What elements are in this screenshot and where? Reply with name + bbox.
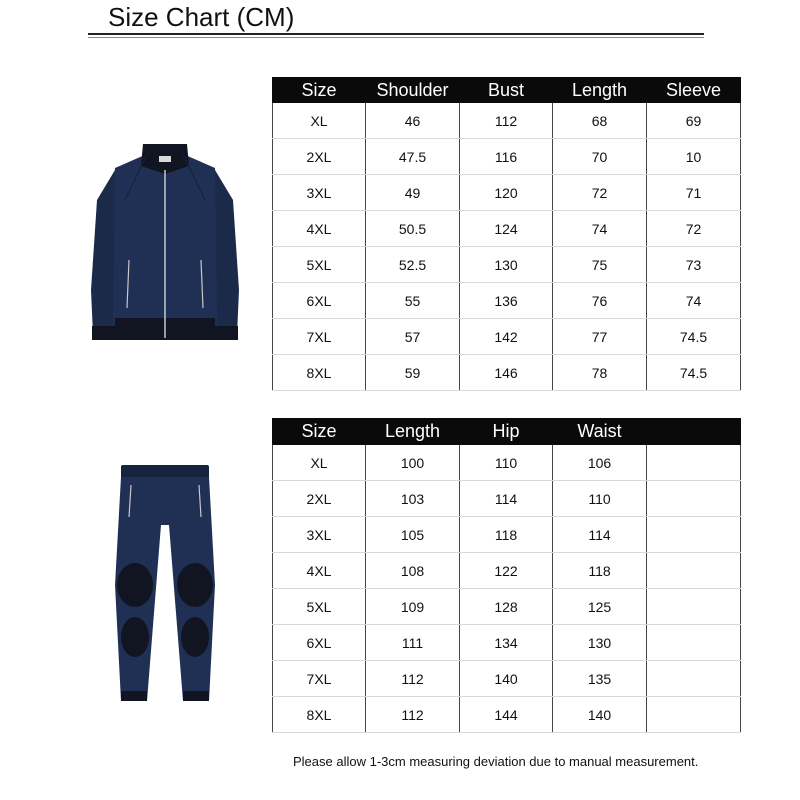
cell: 103 [366,481,460,517]
cell: XL [273,103,366,139]
header-sleeve: Sleeve [647,77,741,103]
table-row [273,211,741,247]
table-row [273,697,741,733]
cell: 109 [366,589,460,625]
header-bust: Bust [460,77,553,103]
cell: 74.5 [647,319,741,355]
cell: 130 [553,625,647,661]
cell: 8XL [273,697,366,733]
cell: 59 [366,355,460,391]
header-waist: Waist [553,418,647,445]
table-row [273,139,741,175]
cell: 5XL [273,247,366,283]
cell: 4XL [273,211,366,247]
cell: 110 [460,445,553,481]
cell: 77 [553,319,647,355]
cell: 8XL [273,355,366,391]
table-row [273,445,741,481]
cell: 57 [366,319,460,355]
cell: 112 [460,103,553,139]
cell: 10 [647,139,741,175]
header-size: Size [273,418,366,445]
cell: 144 [460,697,553,733]
header-length: Length [553,77,647,103]
cell: 134 [460,625,553,661]
title-divider-thin [88,37,704,38]
header-size: Size [273,77,366,103]
cell-empty [647,625,741,661]
cell: 128 [460,589,553,625]
cell: 105 [366,517,460,553]
cell: 6XL [273,283,366,319]
cell: 72 [553,175,647,211]
cell: 6XL [273,625,366,661]
cell: 3XL [273,175,366,211]
table-row [273,283,741,319]
cell: 7XL [273,319,366,355]
cell: 100 [366,445,460,481]
table-row [273,481,741,517]
pants-image [105,465,225,705]
table-row [273,517,741,553]
table-row [273,625,741,661]
cell: 47.5 [366,139,460,175]
table-header-row [273,77,741,103]
cell: 52.5 [366,247,460,283]
cell: 111 [366,625,460,661]
cell: 2XL [273,139,366,175]
cell: 140 [460,661,553,697]
cell: 70 [553,139,647,175]
cell: 116 [460,139,553,175]
cell: 125 [553,589,647,625]
cell-empty [647,481,741,517]
cell-empty [647,553,741,589]
cell: 120 [460,175,553,211]
measurement-note: Please allow 1-3cm measuring deviation due to manual measurement. [293,754,699,769]
cell: 142 [460,319,553,355]
header-shoulder: Shoulder [366,77,460,103]
cell: 110 [553,481,647,517]
cell: 112 [366,661,460,697]
cell: 74 [553,211,647,247]
table-row [273,553,741,589]
cell: 108 [366,553,460,589]
cell: 73 [647,247,741,283]
cell: 118 [460,517,553,553]
header-empty [647,418,741,445]
cell: 74.5 [647,355,741,391]
table-header-row [273,418,741,445]
cell: 78 [553,355,647,391]
table-row [273,247,741,283]
table-row [273,589,741,625]
cell: 130 [460,247,553,283]
table-row [273,319,741,355]
cell: 124 [460,211,553,247]
cell: 50.5 [366,211,460,247]
cell: 114 [553,517,647,553]
cell: 49 [366,175,460,211]
cell: XL [273,445,366,481]
cell: 114 [460,481,553,517]
cell-empty [647,445,741,481]
cell-empty [647,517,741,553]
cell: 68 [553,103,647,139]
cell: 2XL [273,481,366,517]
page-title: Size Chart (CM) [108,2,295,32]
cell-empty [647,697,741,733]
cell-empty [647,661,741,697]
cell: 71 [647,175,741,211]
cell: 4XL [273,553,366,589]
cell: 122 [460,553,553,589]
table-row [273,355,741,391]
cell: 76 [553,283,647,319]
title-divider [88,33,704,35]
cell: 3XL [273,517,366,553]
cell: 112 [366,697,460,733]
cell: 140 [553,697,647,733]
cell-empty [647,589,741,625]
jacket-size-table [272,77,741,391]
cell: 74 [647,283,741,319]
header-hip: Hip [460,418,553,445]
table-row [273,103,741,139]
cell: 146 [460,355,553,391]
pants-size-table [272,418,741,733]
cell: 46 [366,103,460,139]
cell: 55 [366,283,460,319]
table-row [273,175,741,211]
cell: 75 [553,247,647,283]
cell: 69 [647,103,741,139]
cell: 72 [647,211,741,247]
cell: 5XL [273,589,366,625]
cell: 135 [553,661,647,697]
table-row [273,661,741,697]
jacket-image [85,140,245,350]
cell: 136 [460,283,553,319]
cell: 106 [553,445,647,481]
cell: 118 [553,553,647,589]
header-length: Length [366,418,460,445]
cell: 7XL [273,661,366,697]
